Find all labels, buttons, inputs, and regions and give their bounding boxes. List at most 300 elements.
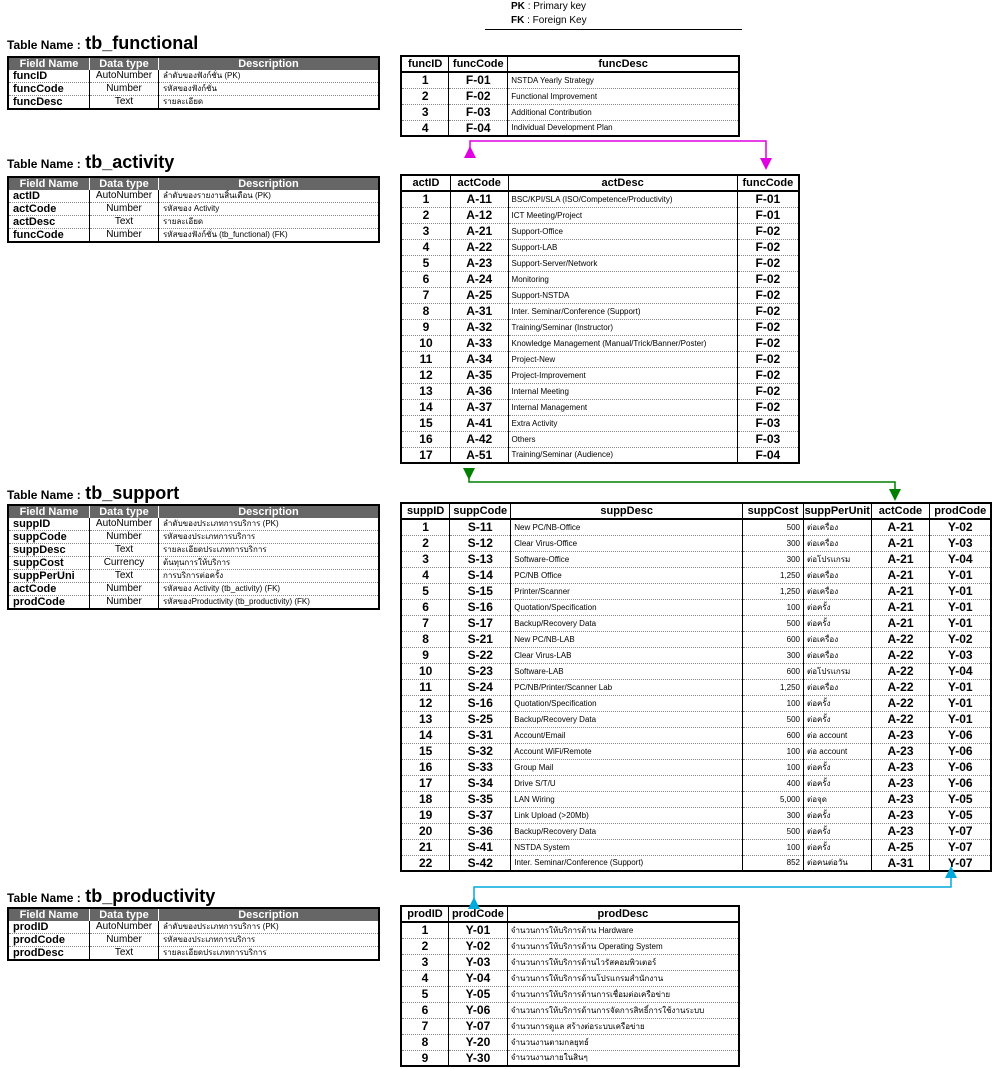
table-cell: 19 <box>401 807 450 823</box>
data-type: Number <box>90 203 159 216</box>
field-description: การบริการต่อครั้ง <box>159 570 380 583</box>
table-cell: New PC/NB-Office <box>511 519 743 535</box>
table-cell: 400 <box>743 775 804 791</box>
table-cell: S-33 <box>450 759 511 775</box>
field-name: suppDesc <box>8 544 90 557</box>
table-cell: จำนวนการให้บริการด้านโปรแกรมสำนักงาน <box>507 970 739 986</box>
table-cell: Software-Office <box>511 551 743 567</box>
table-cell: A-23 <box>871 759 930 775</box>
table-cell: ต่อเครื่อง <box>804 679 872 695</box>
schema-header-field-name: Field Name <box>8 57 90 70</box>
table-cell: 12 <box>401 695 450 711</box>
table-cell: A-23 <box>871 791 930 807</box>
schema-header-field-name: Field Name <box>8 505 90 518</box>
table-cell: 500 <box>743 823 804 839</box>
table-cell: 600 <box>743 663 804 679</box>
table-cell: A-24 <box>450 271 508 287</box>
table-cell: Y-01 <box>930 711 991 727</box>
table-cell: จำนวนการให้บริการด้านการเชื่อมต่อเครือข่าย <box>507 986 739 1002</box>
schema-header-data-type: Data type <box>90 505 159 518</box>
table-cell: S-25 <box>450 711 511 727</box>
table-name: tb_activity <box>85 152 175 172</box>
table-cell: Y-02 <box>930 519 991 535</box>
table-cell: ต่อ account <box>804 727 872 743</box>
table-cell: LAN Wiring <box>511 791 743 807</box>
schema-header-data-type: Data type <box>90 177 159 190</box>
table-cell: 13 <box>401 711 450 727</box>
table-cell: 1 <box>401 519 450 535</box>
table-cell: 1,250 <box>743 567 804 583</box>
table-cell: Y-01 <box>930 567 991 583</box>
data-type: Text <box>90 544 159 557</box>
field-name: prodCode <box>8 596 90 610</box>
table-cell: A-11 <box>450 191 508 207</box>
field-description: รายละเอียดประเภทการบริการ <box>159 947 380 961</box>
field-description: รายละเอียดประเภทการบริการ <box>159 544 380 557</box>
table-cell: A-23 <box>871 807 930 823</box>
table-cell: 1,250 <box>743 679 804 695</box>
table-cell: จำนวนการให้บริการด้าน Hardware <box>507 922 739 938</box>
table-cell: BSC/KPI/SLA (ISO/Competence/Productivity) <box>508 191 737 207</box>
data-type: Number <box>90 229 159 243</box>
table-cell: จำนวนการดูแล สร้างต่อระบบเครือข่าย <box>507 1018 739 1034</box>
table-cell: 9 <box>401 1050 449 1066</box>
table-cell: 2 <box>401 535 450 551</box>
table-cell: Support-NSTDA <box>508 287 737 303</box>
field-description: ลำดับของรายงานสิ้นเดือน (PK) <box>159 190 380 203</box>
table-cell: 4 <box>401 567 450 583</box>
table-cell: ต่อโปรแกรม <box>804 551 872 567</box>
pk-text: : Primary key <box>527 1 587 12</box>
table-name: tb_productivity <box>85 886 216 906</box>
fk-abbr: FK <box>511 15 525 26</box>
table-cell: F-04 <box>449 120 508 136</box>
table-cell: 14 <box>401 399 450 415</box>
table-cell: 16 <box>401 759 450 775</box>
table-cell: A-23 <box>450 255 508 271</box>
table-cell: 8 <box>401 1034 449 1050</box>
table-cell: Y-01 <box>930 599 991 615</box>
table-cell: A-23 <box>871 727 930 743</box>
table-cell: A-34 <box>450 351 508 367</box>
table-cell: F-02 <box>449 88 508 104</box>
table-cell: 1,250 <box>743 583 804 599</box>
table-cell: ต่อครั้ง <box>804 759 872 775</box>
table-cell: Y-05 <box>930 807 991 823</box>
table-cell: A-22 <box>871 711 930 727</box>
table-cell: Support-Office <box>508 223 737 239</box>
table-cell: F-02 <box>737 399 799 415</box>
field-name: prodCode <box>8 934 90 947</box>
field-description: ลำดับของประเภทการบริการ (PK) <box>159 921 380 934</box>
table-cell: A-21 <box>871 535 930 551</box>
table-cell: Quotation/Specification <box>511 695 743 711</box>
table-cell: 11 <box>401 679 450 695</box>
data-type: Number <box>90 83 159 96</box>
table-cell: A-21 <box>871 551 930 567</box>
table-cell: ต่อเครื่อง <box>804 583 872 599</box>
table-cell: 21 <box>401 839 450 855</box>
field-name: suppCode <box>8 531 90 544</box>
table-cell: 100 <box>743 743 804 759</box>
data-type: AutoNumber <box>90 70 159 83</box>
table-cell: F-02 <box>737 351 799 367</box>
table-cell: A-32 <box>450 319 508 335</box>
table-cell: 4 <box>401 239 450 255</box>
table-cell: S-37 <box>450 807 511 823</box>
table-cell: A-23 <box>871 743 930 759</box>
table-cell: F-01 <box>737 207 799 223</box>
table-cell: ต่อจุด <box>804 791 872 807</box>
data-type: Text <box>90 96 159 110</box>
table-cell: 15 <box>401 415 450 431</box>
table-cell: F-02 <box>737 303 799 319</box>
table-name-label: Table Name : <box>7 38 81 52</box>
table-cell: 13 <box>401 383 450 399</box>
table-cell: Y-01 <box>930 615 991 631</box>
table-cell: A-21 <box>871 615 930 631</box>
table-cell: S-16 <box>450 695 511 711</box>
table-cell: S-12 <box>450 535 511 551</box>
table-cell: A-22 <box>871 631 930 647</box>
data-type: AutoNumber <box>90 190 159 203</box>
table-cell: S-22 <box>450 647 511 663</box>
table-cell: S-32 <box>450 743 511 759</box>
table-cell: จำนวนการให้บริการด้านไวรัสคอมพิวเตอร์ <box>507 954 739 970</box>
table-cell: Others <box>508 431 737 447</box>
field-name: prodID <box>8 921 90 934</box>
table-cell: S-15 <box>450 583 511 599</box>
field-name: funcDesc <box>8 96 90 110</box>
field-description: รายละเอียด <box>159 96 380 110</box>
table-cell: S-21 <box>450 631 511 647</box>
table-cell: 3 <box>401 104 449 120</box>
table-cell: Y-20 <box>449 1034 508 1050</box>
table-cell: A-36 <box>450 383 508 399</box>
table-cell: A-21 <box>871 599 930 615</box>
table-cell: A-25 <box>450 287 508 303</box>
field-description: ต้นทุนการให้บริการ <box>159 557 380 570</box>
column-header: actDesc <box>508 175 737 191</box>
table-cell: A-37 <box>450 399 508 415</box>
table-cell: ต่อครั้ง <box>804 711 872 727</box>
table-cell: Quotation/Specification <box>511 599 743 615</box>
table-cell: 300 <box>743 647 804 663</box>
table-name: tb_support <box>85 483 180 503</box>
table-cell: F-03 <box>449 104 508 120</box>
table-cell: Y-07 <box>449 1018 508 1034</box>
schema-header-description: Description <box>159 177 380 190</box>
column-header: prodDesc <box>507 906 739 922</box>
table-cell: 100 <box>743 839 804 855</box>
table-cell: S-14 <box>450 567 511 583</box>
table-cell: 100 <box>743 599 804 615</box>
table-cell: A-23 <box>871 775 930 791</box>
table-cell: S-23 <box>450 663 511 679</box>
field-description: รหัสของ Activity <box>159 203 380 216</box>
table-cell: Backup/Recovery Data <box>511 823 743 839</box>
table-cell: 10 <box>401 335 450 351</box>
table-cell: 18 <box>401 791 450 807</box>
table-cell: 600 <box>743 631 804 647</box>
table-cell: 852 <box>743 855 804 871</box>
table-cell: Y-01 <box>449 922 508 938</box>
column-header: funcDesc <box>508 56 739 72</box>
table-cell: Y-03 <box>930 647 991 663</box>
table-cell: ต่อคนต่อวัน <box>804 855 872 871</box>
table-cell: A-21 <box>871 519 930 535</box>
table-cell: 500 <box>743 519 804 535</box>
table-name-label: Table Name : <box>7 157 81 171</box>
table-cell: F-02 <box>737 319 799 335</box>
schema-header-field-name: Field Name <box>8 177 90 190</box>
table-cell: Account WiFi/Remote <box>511 743 743 759</box>
table-cell: F-03 <box>737 415 799 431</box>
table-cell: Y-03 <box>449 954 508 970</box>
column-header: actCode <box>450 175 508 191</box>
data-type: AutoNumber <box>90 921 159 934</box>
table-cell: 10 <box>401 663 450 679</box>
table-cell: 300 <box>743 807 804 823</box>
table-cell: ต่อครั้ง <box>804 615 872 631</box>
field-description: รหัสของประเภทการบริการ <box>159 531 380 544</box>
table-cell: PC/NB Office <box>511 567 743 583</box>
table-cell: จำนวนการให้บริการด้าน Operating System <box>507 938 739 954</box>
schema-header-description: Description <box>159 505 380 518</box>
table-cell: ต่อเครื่อง <box>804 647 872 663</box>
table-cell: 5 <box>401 255 450 271</box>
table-cell: PC/NB/Printer/Scanner Lab <box>511 679 743 695</box>
field-name: prodDesc <box>8 947 90 961</box>
table-cell: 5 <box>401 986 449 1002</box>
table-cell: F-02 <box>737 223 799 239</box>
column-header: suppPerUnit <box>804 505 870 517</box>
table-cell: Y-05 <box>449 986 508 1002</box>
table-cell: A-25 <box>871 839 930 855</box>
fk-text: : Foreign Key <box>527 15 587 26</box>
schema-header-data-type: Data type <box>90 57 159 70</box>
table-cell: S-34 <box>450 775 511 791</box>
table-cell: 300 <box>743 535 804 551</box>
field-name: suppPerUni <box>8 570 90 583</box>
table-cell: S-11 <box>450 519 511 535</box>
field-name: actCode <box>8 583 90 596</box>
table-cell: A-31 <box>871 855 930 871</box>
field-description: รหัสของประเภทการบริการ <box>159 934 380 947</box>
table-cell: ต่อเครื่อง <box>804 567 872 583</box>
table-cell: Support-Server/Network <box>508 255 737 271</box>
table-cell: Internal Meeting <box>508 383 737 399</box>
table-cell: S-17 <box>450 615 511 631</box>
table-cell: Drive S/T/U <box>511 775 743 791</box>
table-cell: 15 <box>401 743 450 759</box>
field-name: suppID <box>8 518 90 531</box>
table-cell: Training/Seminar (Instructor) <box>508 319 737 335</box>
table-cell: 17 <box>401 775 450 791</box>
column-header: actID <box>401 175 450 191</box>
column-header: suppDesc <box>511 503 743 519</box>
field-description: ลำดับของฟังก์ชั่น (PK) <box>159 70 380 83</box>
table-cell: Internal Management <box>508 399 737 415</box>
link-activity-support <box>469 474 895 495</box>
table-cell: Backup/Recovery Data <box>511 615 743 631</box>
table-cell: 20 <box>401 823 450 839</box>
data-type: AutoNumber <box>90 518 159 531</box>
table-cell: Group Mail <box>511 759 743 775</box>
column-header: prodID <box>401 906 449 922</box>
table-cell: F-02 <box>737 335 799 351</box>
data-type: Number <box>90 934 159 947</box>
table-cell: A-33 <box>450 335 508 351</box>
table-cell: S-24 <box>450 679 511 695</box>
table-cell: 9 <box>401 319 450 335</box>
table-cell: Y-30 <box>449 1050 508 1066</box>
table-cell: 5 <box>401 583 450 599</box>
column-header: suppCode <box>450 503 511 519</box>
table-name: tb_functional <box>85 33 199 53</box>
table-cell: A-51 <box>450 447 508 463</box>
table-cell: Y-01 <box>930 679 991 695</box>
data-type: Text <box>90 570 159 583</box>
table-cell: F-02 <box>737 287 799 303</box>
table-cell: ต่อเครื่อง <box>804 519 872 535</box>
table-name-label: Table Name : <box>7 891 81 905</box>
data-type: Number <box>90 596 159 610</box>
table-cell: ต่อครั้ง <box>804 807 872 823</box>
table-cell: NSTDA Yearly Strategy <box>508 72 739 88</box>
table-cell: Y-06 <box>930 775 991 791</box>
table-cell: S-42 <box>450 855 511 871</box>
table-cell: 7 <box>401 287 450 303</box>
table-cell: S-31 <box>450 727 511 743</box>
table-name-label: Table Name : <box>7 488 81 502</box>
table-cell: S-36 <box>450 823 511 839</box>
table-cell: 600 <box>743 727 804 743</box>
table-cell: 6 <box>401 599 450 615</box>
table-cell: ต่อครั้ง <box>804 823 872 839</box>
field-name: funcID <box>8 70 90 83</box>
table-cell: A-41 <box>450 415 508 431</box>
table-cell: Y-07 <box>930 839 991 855</box>
table-cell: 5,000 <box>743 791 804 807</box>
table-cell: 8 <box>401 631 450 647</box>
table-cell: Training/Seminar (Audience) <box>508 447 737 463</box>
table-cell: Clear Virus-Office <box>511 535 743 551</box>
column-header: funcCode <box>449 56 508 72</box>
field-name: funcCode <box>8 83 90 96</box>
table-cell: A-23 <box>871 823 930 839</box>
field-description: รหัสของฟังก์ชั่น (tb_functional) (FK) <box>159 229 380 243</box>
schema-header-data-type: Data type <box>90 908 159 921</box>
table-cell: Y-04 <box>449 970 508 986</box>
table-cell: F-02 <box>737 255 799 271</box>
link-productivity-support <box>474 872 951 903</box>
table-cell: ICT Meeting/Project <box>508 207 737 223</box>
table-cell: F-01 <box>449 72 508 88</box>
table-cell: 11 <box>401 351 450 367</box>
table-cell: Account/Email <box>511 727 743 743</box>
table-cell: Software-LAB <box>511 663 743 679</box>
column-header: suppID <box>401 503 450 519</box>
field-description: รหัสของProductivity (tb_productivity) (FK) <box>159 596 380 610</box>
table-cell: F-02 <box>737 271 799 287</box>
table-cell: 3 <box>401 551 450 567</box>
table-cell: 2 <box>401 207 450 223</box>
table-cell: Functional Improvement <box>508 88 739 104</box>
field-description: รหัสของ Activity (tb_activity) (FK) <box>159 583 380 596</box>
table-cell: Y-03 <box>930 535 991 551</box>
table-cell: Clear Virus-LAB <box>511 647 743 663</box>
field-name: actDesc <box>8 216 90 229</box>
table-cell: 6 <box>401 1002 449 1018</box>
table-cell: Support-LAB <box>508 239 737 255</box>
field-name: actID <box>8 190 90 203</box>
table-cell: 1 <box>401 72 449 88</box>
table-cell: Link Upload (>20Mb) <box>511 807 743 823</box>
table-cell: Y-06 <box>449 1002 508 1018</box>
table-cell: ต่อครั้ง <box>804 695 872 711</box>
field-name: funcCode <box>8 229 90 243</box>
table-cell: ต่อครั้ง <box>804 775 872 791</box>
column-header: suppCost <box>743 503 804 519</box>
table-cell: ต่อครั้ง <box>804 839 872 855</box>
table-cell: Y-01 <box>930 583 991 599</box>
table-cell: Y-02 <box>930 631 991 647</box>
column-header: actCode <box>871 503 930 519</box>
table-cell: Individual Development Plan <box>508 120 739 136</box>
table-cell: F-02 <box>737 239 799 255</box>
table-cell: A-35 <box>450 367 508 383</box>
table-cell: Y-07 <box>930 855 991 871</box>
schema-header-field-name: Field Name <box>8 908 90 921</box>
table-cell: F-04 <box>737 447 799 463</box>
table-cell: A-22 <box>450 239 508 255</box>
table-cell: Y-04 <box>930 663 991 679</box>
schema-header-description: Description <box>159 908 380 921</box>
column-header: prodCode <box>449 906 508 922</box>
table-cell: จำนวนงานภายในสินๆ <box>507 1050 739 1066</box>
table-cell: 300 <box>743 551 804 567</box>
table-cell: Inter. Seminar/Conference (Support) <box>508 303 737 319</box>
table-cell: 100 <box>743 695 804 711</box>
table-cell: จำนวนการให้บริการด้านการจัดการสิทธิ์การใช้งานระบบ <box>507 1002 739 1018</box>
table-cell: F-03 <box>737 431 799 447</box>
table-cell: ต่อครั้ง <box>804 599 872 615</box>
table-cell: 3 <box>401 223 450 239</box>
table-cell: Y-06 <box>930 743 991 759</box>
table-cell: ต่อ account <box>804 743 872 759</box>
table-cell: 2 <box>401 88 449 104</box>
table-cell: Monitoring <box>508 271 737 287</box>
table-cell: Printer/Scanner <box>511 583 743 599</box>
table-cell: A-12 <box>450 207 508 223</box>
table-cell: Y-01 <box>930 695 991 711</box>
field-description: รหัสของฟังก์ชั่น <box>159 83 380 96</box>
column-header: funcCode <box>737 175 799 191</box>
table-cell: Y-05 <box>930 791 991 807</box>
table-cell: A-21 <box>871 583 930 599</box>
table-cell: 500 <box>743 711 804 727</box>
field-description: ลำดับของประเภทการบริการ (PK) <box>159 518 380 531</box>
table-cell: 1 <box>401 922 449 938</box>
table-cell: F-02 <box>737 367 799 383</box>
schema-header-description: Description <box>159 57 380 70</box>
column-header: funcID <box>401 56 449 72</box>
link-functional-activity <box>470 141 766 164</box>
data-type: Text <box>90 216 159 229</box>
table-cell: Knowledge Management (Manual/Trick/Banner/Poster) <box>508 335 737 351</box>
table-cell: Extra Activity <box>508 415 737 431</box>
